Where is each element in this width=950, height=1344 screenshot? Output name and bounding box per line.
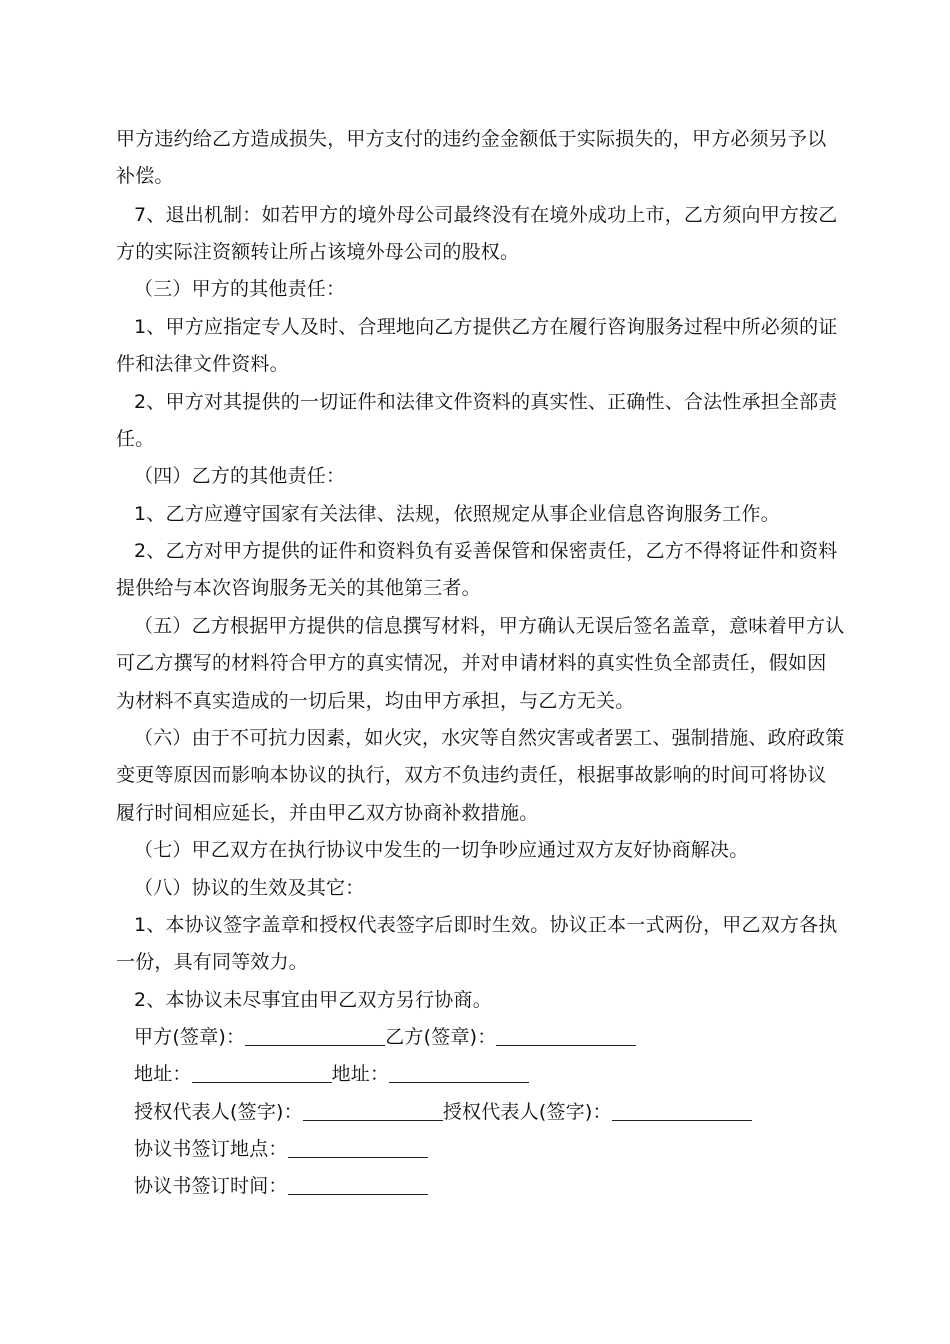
paragraph-line: （六）由于不可抗力因素，如火灾，水灾等自然灾害或者罢工、强制措施、政府政策 [134, 727, 845, 749]
paragraph-line: 2、甲方对其提供的一切证件和法律文件资料的真实性、正确性、合法性承担全部责 [134, 391, 838, 413]
paragraph-line: 1、乙方应遵守国家有关法律、法规，依照规定从事企业信息咨询服务工作。 [134, 503, 780, 525]
paragraph-line: 提供给与本次咨询服务无关的其他第三者。 [116, 577, 481, 599]
party-a-rep-blank [303, 1102, 443, 1121]
paragraph-line: 1、本协议签字盖章和授权代表签字后即时生效。协议正本一式两份，甲乙双方各执 [134, 914, 838, 936]
paragraph-line: 2、乙方对甲方提供的证件和资料负有妥善保管和保密责任，乙方不得将证件和资料 [134, 540, 838, 562]
paragraph-line: 履行时间相应延长，并由甲乙双方协商补救措施。 [116, 802, 539, 824]
paragraph-line: 件和法律文件资料。 [116, 353, 289, 375]
paragraph-line: 补偿。 [116, 165, 174, 187]
party-a-seal-label: 甲方(签章)： [134, 1026, 246, 1048]
signing-time-blank [288, 1176, 428, 1195]
paragraph-line: 7、退出机制：如若甲方的境外母公司最终没有在境外成功上市，乙方须向甲方按乙 [134, 204, 838, 226]
paragraph-line: （七）甲乙双方在执行协议中发生的一切争吵应通过双方友好协商解决。 [134, 839, 749, 861]
paragraph-line: 可乙方撰写的材料符合甲方的真实情况，并对申请材料的真实性负全部责任，假如因 [116, 652, 827, 674]
paragraph-line: 方的实际注资额转让所占该境外母公司的股权。 [116, 241, 520, 263]
party-b-rep-label: 授权代表人(签字)： [442, 1101, 612, 1123]
signature-representative-row [134, 1100, 752, 1124]
signing-time-label: 协议书签订时间： [134, 1175, 288, 1197]
party-b-seal-blank [496, 1027, 636, 1046]
signing-place-label: 协议书签订地点： [134, 1138, 288, 1160]
party-b-seal-label: 乙方(签章)： [385, 1026, 497, 1048]
signing-place-row [134, 1137, 428, 1161]
paragraph-line: 甲方违约给乙方造成损失，甲方支付的违约金金额低于实际损失的，甲方必须另予以 [116, 128, 827, 150]
paragraph-line: 1、甲方应指定专人及时、合理地向乙方提供乙方在履行咨询服务过程中所必须的证 [134, 316, 838, 338]
party-b-address-label: 地址： [331, 1063, 390, 1085]
party-a-address-blank [192, 1064, 332, 1083]
paragraph-line: 任。 [116, 428, 155, 450]
signing-place-blank [288, 1139, 428, 1158]
paragraph-line: 变更等原因而影响本协议的执行，双方不负违约责任，根据事故影响的时间可将协议 [116, 764, 827, 786]
section-heading: （四）乙方的其他责任： [134, 465, 346, 487]
signature-address-row [134, 1062, 529, 1086]
section-heading: （八）协议的生效及其它： [134, 877, 365, 899]
signature-party-row [134, 1025, 636, 1049]
party-b-address-blank [389, 1064, 529, 1083]
signing-time-row [134, 1174, 428, 1198]
party-a-rep-label: 授权代表人(签字)： [134, 1101, 303, 1123]
paragraph-line: 为材料不真实造成的一切后果，均由甲方承担，与乙方无关。 [116, 690, 635, 712]
party-a-address-label: 地址： [134, 1063, 192, 1085]
paragraph-line: （五）乙方根据甲方提供的信息撰写材料，甲方确认无误后签名盖章，意味着甲方认 [134, 615, 845, 637]
party-b-rep-blank [612, 1102, 752, 1121]
section-heading: （三）甲方的其他责任： [134, 278, 346, 300]
paragraph-line: 2、本协议未尽事宜由甲乙双方另行协商。 [134, 989, 492, 1011]
paragraph-line: 一份，具有同等效力。 [116, 951, 309, 973]
party-a-seal-blank [245, 1027, 385, 1046]
